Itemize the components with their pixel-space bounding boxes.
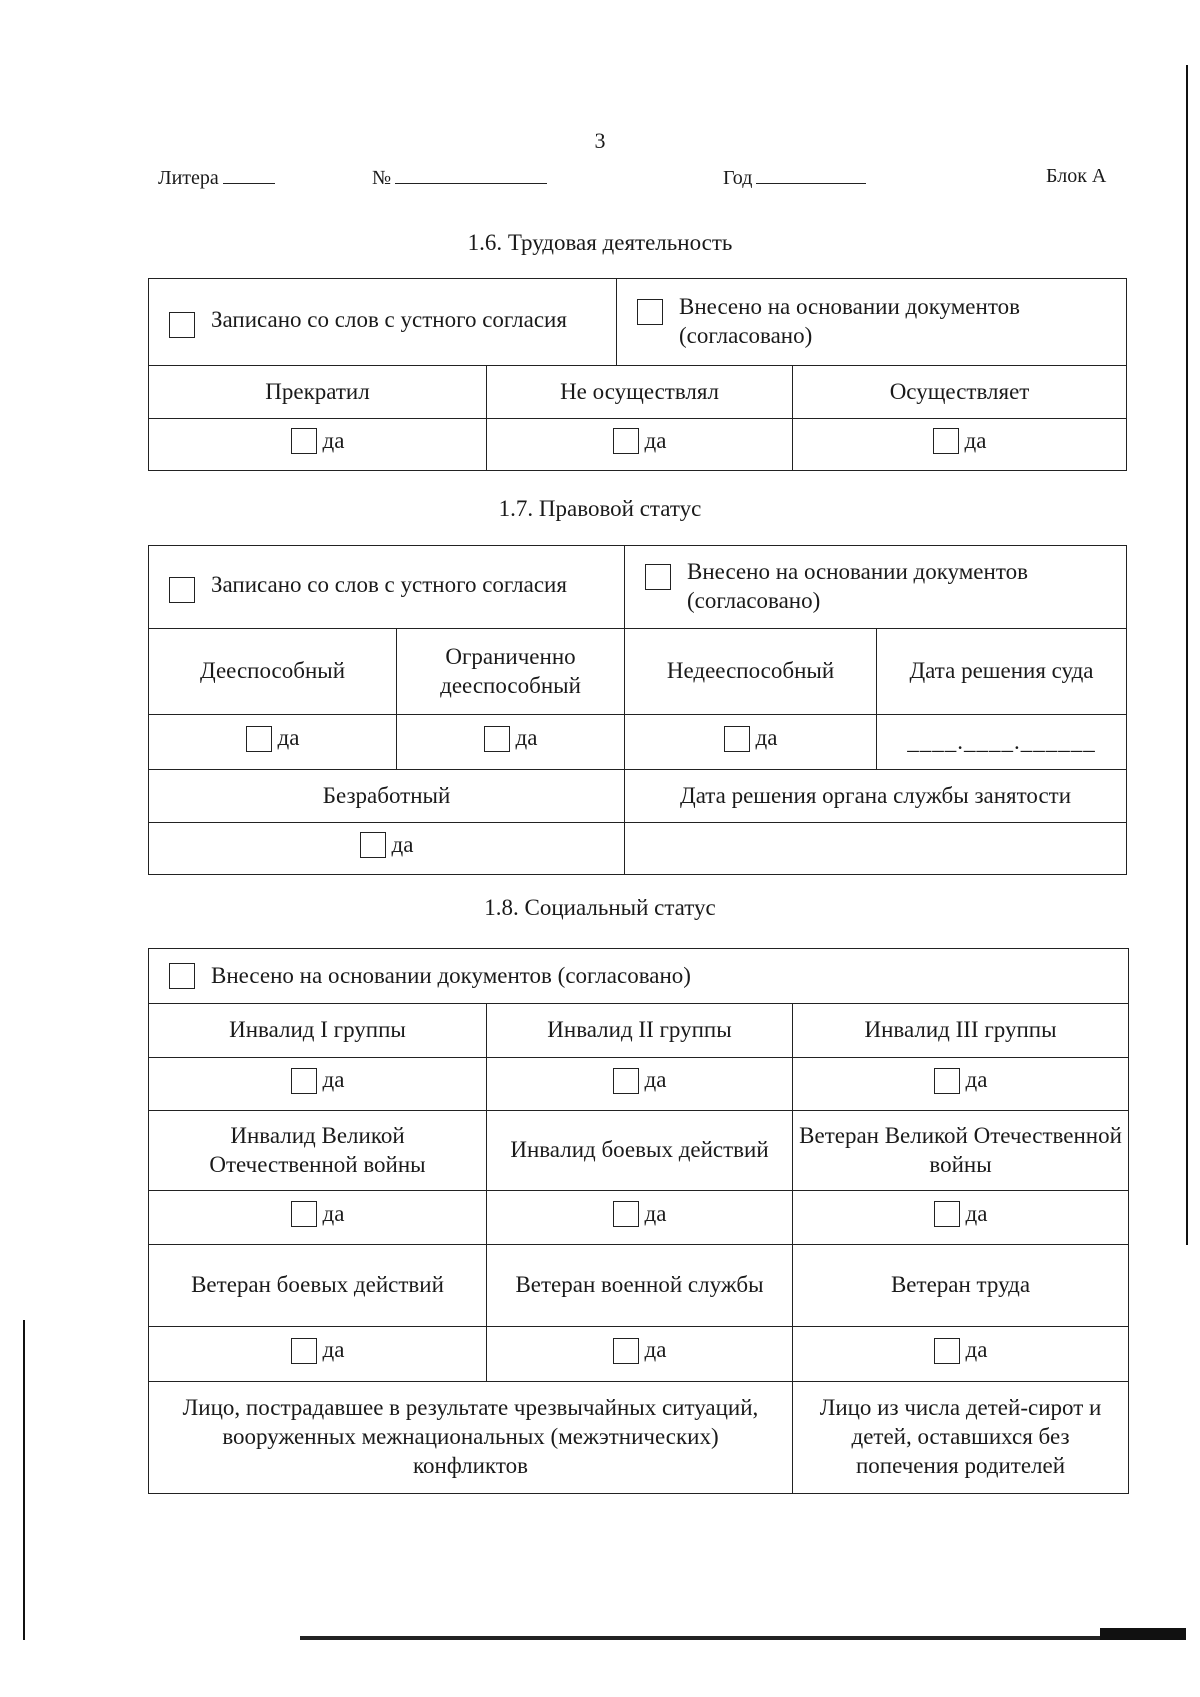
checkbox[interactable] [613, 1201, 639, 1227]
legal-unemployed-yes[interactable] [360, 831, 414, 860]
legal-incapable-yes[interactable] [724, 724, 778, 753]
ww2-disabled-yes[interactable] [291, 1200, 345, 1229]
labor-active-yes[interactable] [933, 427, 987, 456]
litera-blank[interactable] [223, 165, 275, 184]
scan-edge-left [23, 1320, 25, 1640]
scan-edge-bottom [300, 1636, 1186, 1640]
social-disabled-1: Инвалид I группы [149, 1004, 487, 1058]
employment-date-field[interactable] [625, 823, 1127, 875]
checkbox[interactable] [246, 726, 272, 752]
social-combat-veteran: Ветеран боевых действий [149, 1245, 487, 1327]
labor-table [148, 278, 1127, 471]
legal-limited-yes[interactable] [484, 724, 538, 753]
legal-col-capable: Дееспособный [149, 629, 397, 715]
checkbox[interactable] [933, 428, 959, 454]
legal-unemployed-label: Безработный [149, 770, 625, 823]
social-combat-disabled: Инвалид боевых действий [487, 1111, 793, 1191]
yes-label: да [322, 427, 345, 453]
combat-disabled-yes[interactable] [613, 1200, 667, 1229]
disabled-3-yes[interactable] [934, 1066, 988, 1095]
labor-never-yes[interactable] [613, 427, 667, 456]
block-label: Блок А [1046, 165, 1107, 187]
labor-oral-checkbox[interactable] [169, 312, 195, 338]
yes-label: да [322, 1067, 345, 1093]
checkbox[interactable] [484, 726, 510, 752]
legal-col-limited: Ограниченно дееспособный [397, 629, 625, 715]
combat-veteran-yes[interactable] [291, 1336, 345, 1365]
social-table [148, 948, 1129, 1494]
disabled-1-yes[interactable] [291, 1066, 345, 1095]
yes-label: да [644, 427, 667, 453]
court-date-field[interactable]: ____.____.______ [907, 728, 1096, 754]
labor-col-stopped: Прекратил [149, 366, 487, 419]
checkbox[interactable] [291, 1338, 317, 1364]
social-docs-checkbox[interactable] [169, 963, 195, 989]
checkbox[interactable] [291, 1201, 317, 1227]
legal-col-court-date: Дата решения суда [877, 629, 1127, 715]
yes-label: да [644, 1337, 667, 1363]
checkbox[interactable] [613, 1338, 639, 1364]
litera-field [158, 165, 275, 190]
legal-docs-label: Внесено на основании документов (согласовано) [687, 559, 1028, 613]
year-blank[interactable] [756, 165, 866, 184]
legal-capable-yes[interactable] [246, 724, 300, 753]
yes-label: да [965, 1200, 988, 1226]
number-field [372, 165, 547, 190]
social-orphan: Лицо из числа детей-сирот и детей, оставшихся без попечения родителей [793, 1382, 1129, 1494]
social-ww2-veteran: Ветеран Великой Отечественной войны [793, 1111, 1129, 1191]
legal-col-incapable: Недееспособный [625, 629, 877, 715]
checkbox[interactable] [724, 726, 750, 752]
yes-label: да [965, 1337, 988, 1363]
social-ww2-disabled: Инвалид Великой Отечественной войны [149, 1111, 487, 1191]
labor-col-never: Не осуществлял [487, 366, 793, 419]
yes-label: да [391, 831, 414, 857]
ww2-veteran-yes[interactable] [934, 1200, 988, 1229]
yes-label: да [755, 725, 778, 751]
checkbox[interactable] [934, 1068, 960, 1094]
social-docs-label: Внесено на основании документов (согласовано) [211, 962, 691, 988]
legal-option-oral[interactable] [149, 546, 625, 629]
yes-label: да [644, 1200, 667, 1226]
checkbox[interactable] [934, 1338, 960, 1364]
scan-edge-right [1186, 65, 1188, 1245]
section-title-legal: 1.7. Правовой статус [498, 496, 702, 521]
social-option-docs[interactable] [149, 949, 1129, 1004]
social-military-veteran: Ветеран военной службы [487, 1245, 793, 1327]
legal-oral-checkbox[interactable] [169, 577, 195, 603]
yes-label: да [515, 725, 538, 751]
social-emergency-victim: Лицо, пострадавшее в результате чрезвычайных ситуаций, вооруженных межнациональных (межэтнических) конфликтов [149, 1382, 793, 1494]
labor-option-docs[interactable] [617, 279, 1127, 366]
checkbox[interactable] [934, 1201, 960, 1227]
yes-label: да [322, 1337, 345, 1363]
social-disabled-3: Инвалид III группы [793, 1004, 1129, 1058]
checkbox[interactable] [291, 1068, 317, 1094]
litera-label: Литера [158, 167, 219, 189]
social-labor-veteran: Ветеран труда [793, 1245, 1129, 1327]
checkbox[interactable] [613, 1068, 639, 1094]
labor-veteran-yes[interactable] [934, 1336, 988, 1365]
checkbox[interactable] [613, 428, 639, 454]
section-title-social: 1.8. Социальный статус [484, 895, 716, 920]
year-field [723, 165, 866, 190]
yes-label: да [322, 1200, 345, 1226]
labor-col-active: Осуществляет [793, 366, 1127, 419]
yes-label: да [965, 1067, 988, 1093]
number-blank[interactable] [395, 165, 547, 184]
checkbox[interactable] [291, 428, 317, 454]
number-label: № [372, 167, 392, 189]
labor-docs-label: Внесено на основании документов (согласовано) [679, 294, 1020, 348]
legal-table [148, 545, 1127, 875]
military-veteran-yes[interactable] [613, 1336, 667, 1365]
labor-stopped-yes[interactable] [291, 427, 345, 456]
legal-oral-label: Записано со слов с устного согласия [211, 572, 567, 597]
labor-docs-checkbox[interactable] [637, 299, 663, 325]
labor-option-oral[interactable] [149, 279, 617, 366]
social-disabled-2: Инвалид II группы [487, 1004, 793, 1058]
yes-label: да [644, 1067, 667, 1093]
yes-label: да [277, 725, 300, 751]
year-label: Год [723, 167, 753, 189]
yes-label: да [964, 427, 987, 453]
legal-docs-checkbox[interactable] [645, 564, 671, 590]
page-number: 3 [594, 128, 606, 153]
section-title-labor: 1.6. Трудовая деятельность [467, 230, 733, 255]
labor-oral-label: Записано со слов с устного согласия [211, 307, 567, 332]
legal-option-docs[interactable] [625, 546, 1127, 629]
checkbox[interactable] [360, 832, 386, 858]
disabled-2-yes[interactable] [613, 1066, 667, 1095]
scan-edge-corner [1100, 1628, 1186, 1640]
legal-employment-date-label: Дата решения органа службы занятости [625, 770, 1127, 823]
